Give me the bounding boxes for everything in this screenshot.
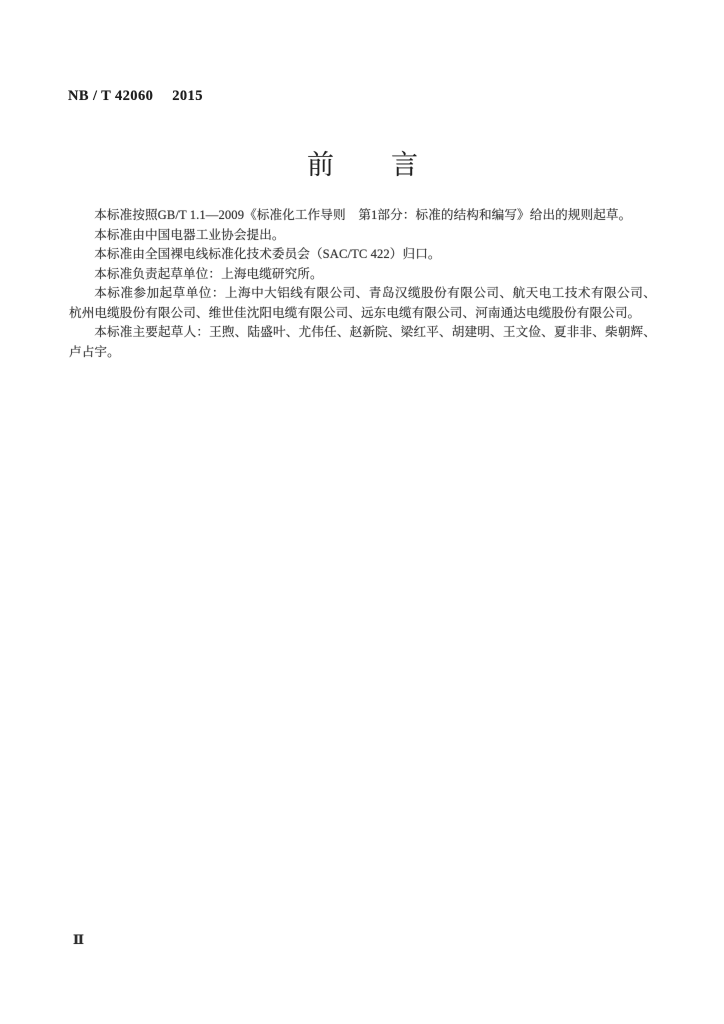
page-title (69, 143, 656, 182)
title-char-right: 言 (391, 150, 418, 180)
standard-code: NB / T 42060 (68, 88, 154, 104)
standard-year: 2015 (172, 88, 203, 104)
paragraph-line: 本标准按照GB/T 1.1—2009《标准化工作导则 第1部分：标准的结构和编写》给出的规则起草。 (94, 208, 632, 222)
paragraph-line: 杭州电缆股份有限公司、维世佳沈阳电缆有限公司、远东电缆有限公司、河南通达电缆股份有限公司。 (69, 305, 641, 320)
foreword-paragraph (69, 206, 656, 226)
foreword-paragraph (69, 245, 656, 265)
paragraph-line: 本标准由全国裸电线标准化技术委员会（SAC/TC 422）归口。 (94, 247, 441, 261)
paragraph-line: 本标准参加起草单位：上海中大铝线有限公司、青岛汉缆股份有限公司、航天电工技术有限公司、 (94, 286, 656, 300)
running-header (68, 88, 203, 105)
paragraph-line: 本标准由中国电器工业协会提出。 (94, 227, 285, 242)
foreword-paragraph (69, 226, 656, 246)
foreword-body (69, 206, 656, 362)
paragraph-line: 本标准主要起草人：王煦、陆盛叶、尤伟任、赵新院、梁红平、胡建明、王文俭、夏非非、柴朝辉、 (94, 325, 656, 339)
paragraph-line: 本标准负责起草单位：上海电缆研究所。 (94, 266, 323, 281)
foreword-paragraph (69, 265, 656, 285)
title-char-left: 前 (307, 150, 334, 180)
page-number: Ⅱ (73, 932, 84, 947)
paragraph-line: 卢占宇。 (69, 344, 120, 359)
foreword-paragraph (69, 323, 656, 362)
foreword-paragraph (69, 284, 656, 323)
